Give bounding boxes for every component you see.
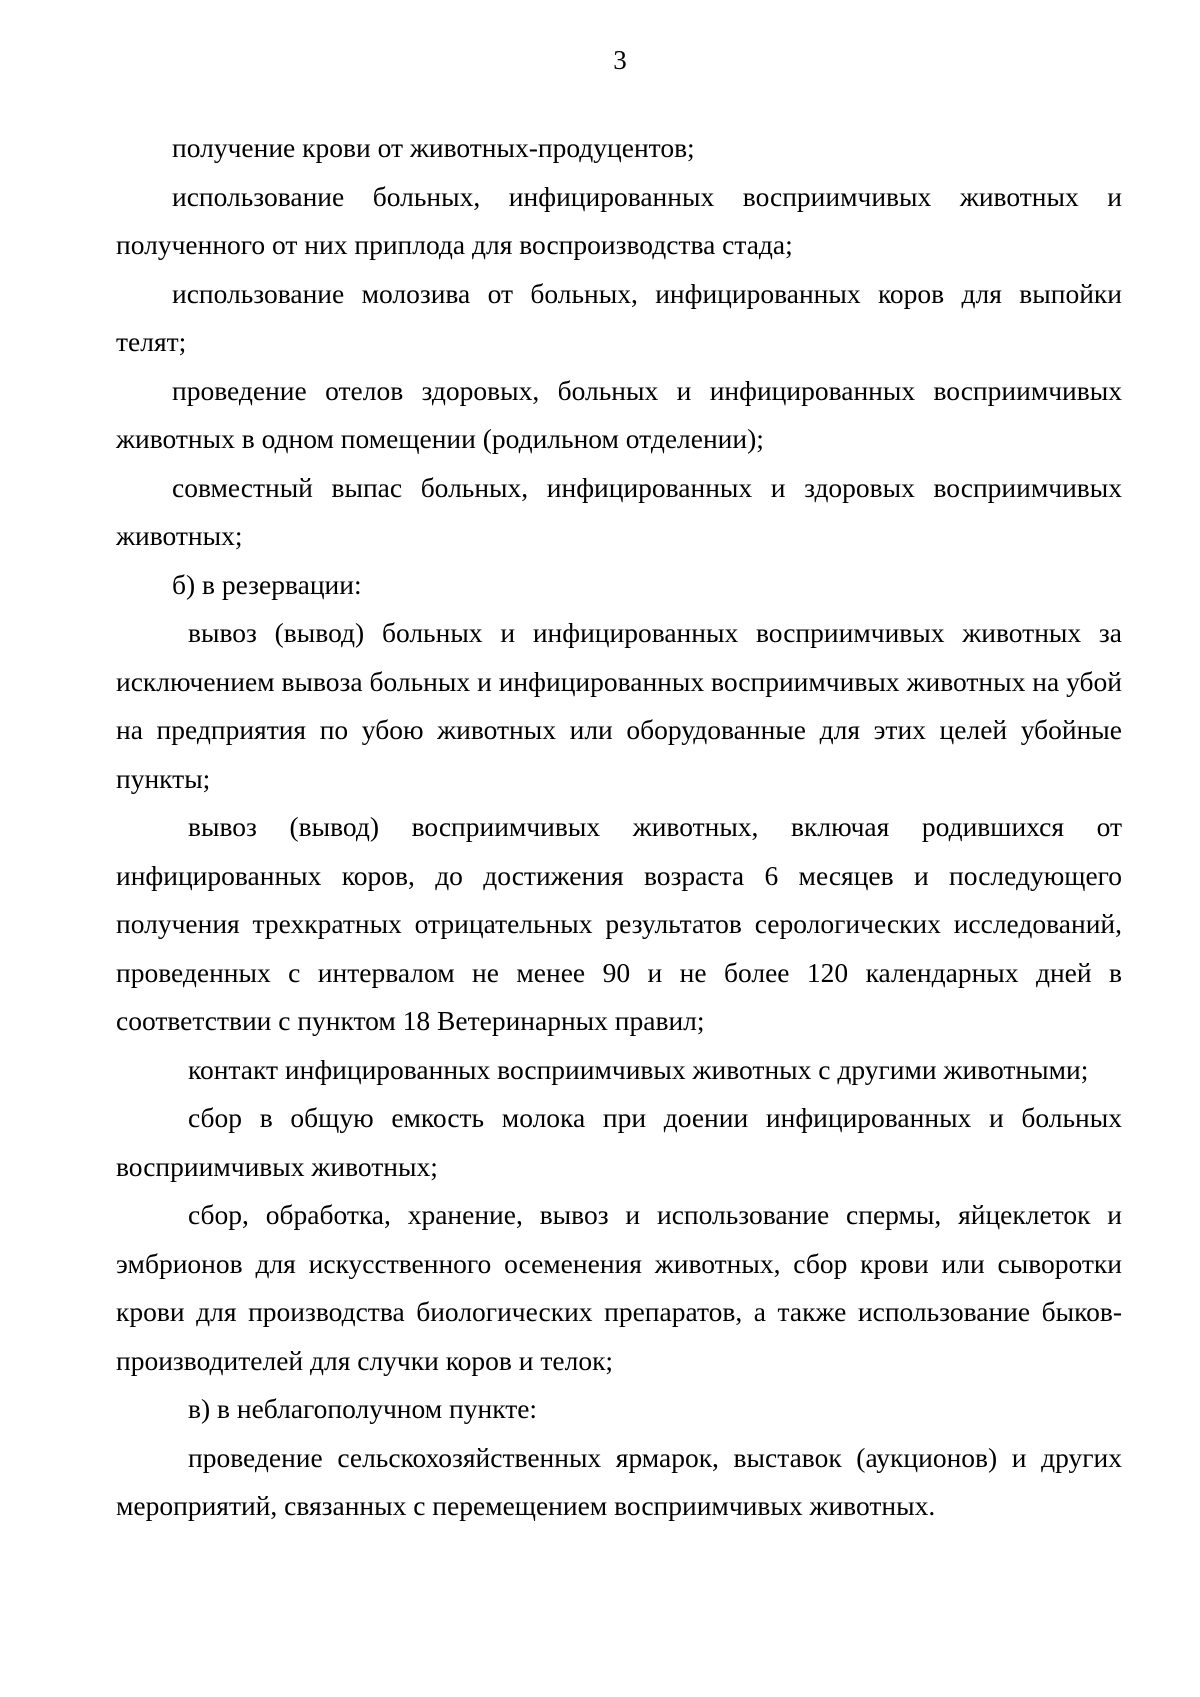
section-heading: б) в резервации:	[172, 568, 362, 600]
paragraph: проведение сельскохозяйственных ярмарок, выставок (аукционов) и других мероприятий, связанных с перемещением восприимчивых животных.	[116, 1441, 1122, 1521]
section-heading: в) в неблагополучном пункте:	[188, 1393, 538, 1424]
paragraph: получение крови от животных-продуцентов;	[172, 132, 695, 163]
paragraph: контакт инфицированных восприимчивых животных с другими животными;	[188, 1053, 1089, 1085]
paragraph: проведение отелов здоровых, больных и инфицированных восприимчивых животных в одном помещении (родильном отделении);	[116, 374, 1122, 454]
paragraph: использование больных, инфицированных восприимчивых животных и полученного от них приплода для воспроизводства стада;	[116, 180, 1122, 260]
paragraph: вывоз (вывод) восприимчивых животных, включая родившихся от инфицированных коров, до достижения возраста 6 месяцев и последующего получения трехкратных отрицательных результатов серологических исследований, проведенных с интервалом не менее 90 и не более 120 календарных дней в соответствии с пунктом 18 Ветеринарных правил;	[116, 811, 1122, 1036]
paragraph: использование молозива от больных, инфицированных коров для выпойки телят;	[116, 277, 1122, 357]
paragraph: сбор в общую емкость молока при доении инфицированных и больных восприимчивых животных;	[116, 1102, 1122, 1182]
paragraph: вывоз (вывод) больных и инфицированных восприимчивых животных за исключением вывоза больных и инфицированных восприимчивых животных на убой на предприятия по убою животных или оборудованные для этих целей убойные пункты;	[116, 617, 1122, 794]
page-number: 3	[613, 45, 627, 75]
paragraph: сбор, обработка, хранение, вывоз и использование спермы, яйцеклеток и эмбрионов для искусственного осеменения животных, сбор крови или сыворотки крови для производства биологических препаратов, а также использование быков-производителей для случки коров и телок;	[116, 1199, 1122, 1376]
paragraph: совместный выпас больных, инфицированных и здоровых восприимчивых животных;	[116, 471, 1122, 551]
document-body	[116, 124, 1122, 1531]
